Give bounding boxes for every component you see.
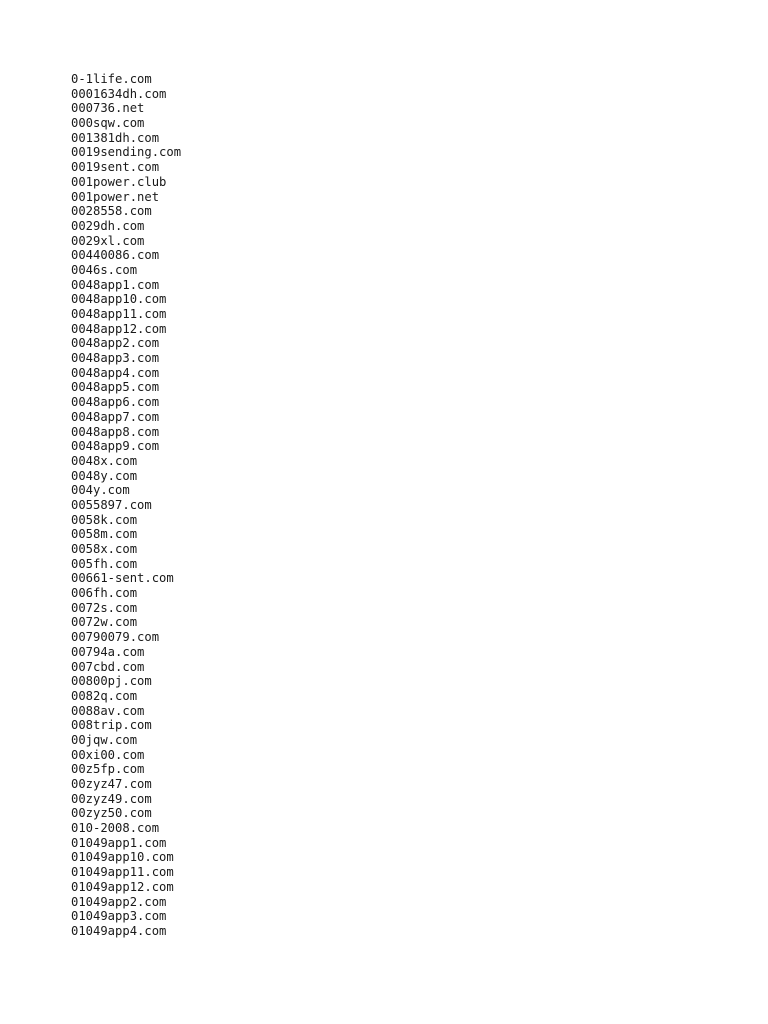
domain-list-item: 0082q.com	[71, 688, 138, 703]
domain-list-item: 01049app2.com	[71, 894, 167, 909]
domain-list-item: 01049app4.com	[71, 923, 167, 938]
domain-list-item: 00790079.com	[71, 630, 160, 645]
domain-list-item: 001power.net	[71, 189, 160, 204]
domain-list-item: 0048app5.com	[71, 380, 160, 395]
domain-list-item: 00zyz49.com	[71, 791, 152, 806]
domain-list-item: 0048app3.com	[71, 351, 160, 366]
domain-list-item: 0072w.com	[71, 615, 138, 630]
domain-list-item: 000736.net	[71, 101, 145, 116]
domain-list-item: 004y.com	[71, 483, 130, 498]
domain-list	[71, 72, 181, 939]
domain-list-item: 0-1life.com	[71, 72, 152, 86]
domain-list-item: 008trip.com	[71, 718, 152, 733]
domain-list-item: 0048app2.com	[71, 336, 160, 351]
domain-list-item: 01049app11.com	[71, 865, 174, 880]
domain-list-item: 0019sending.com	[71, 145, 182, 160]
domain-list-item: 005fh.com	[71, 556, 138, 571]
domain-list-item: 0048app8.com	[71, 424, 160, 439]
domain-list-item: 01049app1.com	[71, 835, 167, 850]
domain-list-item: 0088av.com	[71, 703, 145, 718]
domain-list-item: 0048app9.com	[71, 439, 160, 454]
domain-list-item: 00794a.com	[71, 644, 145, 659]
domain-list-item: 0055897.com	[71, 497, 152, 512]
domain-list-item: 0046s.com	[71, 262, 138, 277]
domain-list-item: 00zyz47.com	[71, 777, 152, 791]
domain-list-item: 0048app7.com	[71, 409, 160, 424]
domain-list-item: 00661-sent.com	[71, 571, 174, 586]
domain-list-item: 0048app4.com	[71, 365, 160, 380]
domain-list-item: 01049app12.com	[71, 879, 174, 894]
domain-list-item: 0048app10.com	[71, 292, 167, 307]
domain-list-item: 007cbd.com	[71, 659, 145, 674]
domain-list-item: 0058k.com	[71, 512, 138, 527]
domain-list-item: 001381dh.com	[71, 130, 160, 145]
domain-list-item: 0048app11.com	[71, 307, 167, 321]
domain-list-item: 01049app3.com	[71, 909, 167, 924]
domain-list-item: 0019sent.com	[71, 160, 160, 175]
domain-list-item: 010-2008.com	[71, 821, 160, 836]
domain-list-item: 0029dh.com	[71, 218, 145, 233]
domain-list-item: 01049app10.com	[71, 850, 174, 865]
domain-list-item: 0048app1.com	[71, 277, 160, 292]
domain-list-item: 00800pj.com	[71, 674, 152, 689]
domain-list-item: 000sqw.com	[71, 116, 145, 131]
domain-list-item: 0001634dh.com	[71, 86, 167, 101]
domain-list-item: 001power.club	[71, 174, 167, 189]
domain-list-item: 00440086.com	[71, 248, 160, 263]
domain-list-item: 0058x.com	[71, 542, 138, 556]
domain-list-item: 0048app6.com	[71, 395, 160, 410]
domain-list-item: 006fh.com	[71, 586, 138, 601]
domain-list-item: 0058m.com	[71, 527, 138, 542]
domain-list-item: 0048x.com	[71, 453, 138, 468]
domain-list-item: 00z5fp.com	[71, 762, 145, 777]
domain-list-item: 0048app12.com	[71, 321, 167, 336]
domain-list-item: 0048y.com	[71, 468, 138, 483]
domain-list-item: 00xi00.com	[71, 747, 145, 762]
domain-list-item: 0072s.com	[71, 600, 138, 615]
domain-list-item: 0028558.com	[71, 204, 152, 219]
domain-list-item: 00jqw.com	[71, 732, 138, 747]
domain-list-item: 0029xl.com	[71, 233, 145, 248]
domain-list-item: 00zyz50.com	[71, 806, 152, 821]
